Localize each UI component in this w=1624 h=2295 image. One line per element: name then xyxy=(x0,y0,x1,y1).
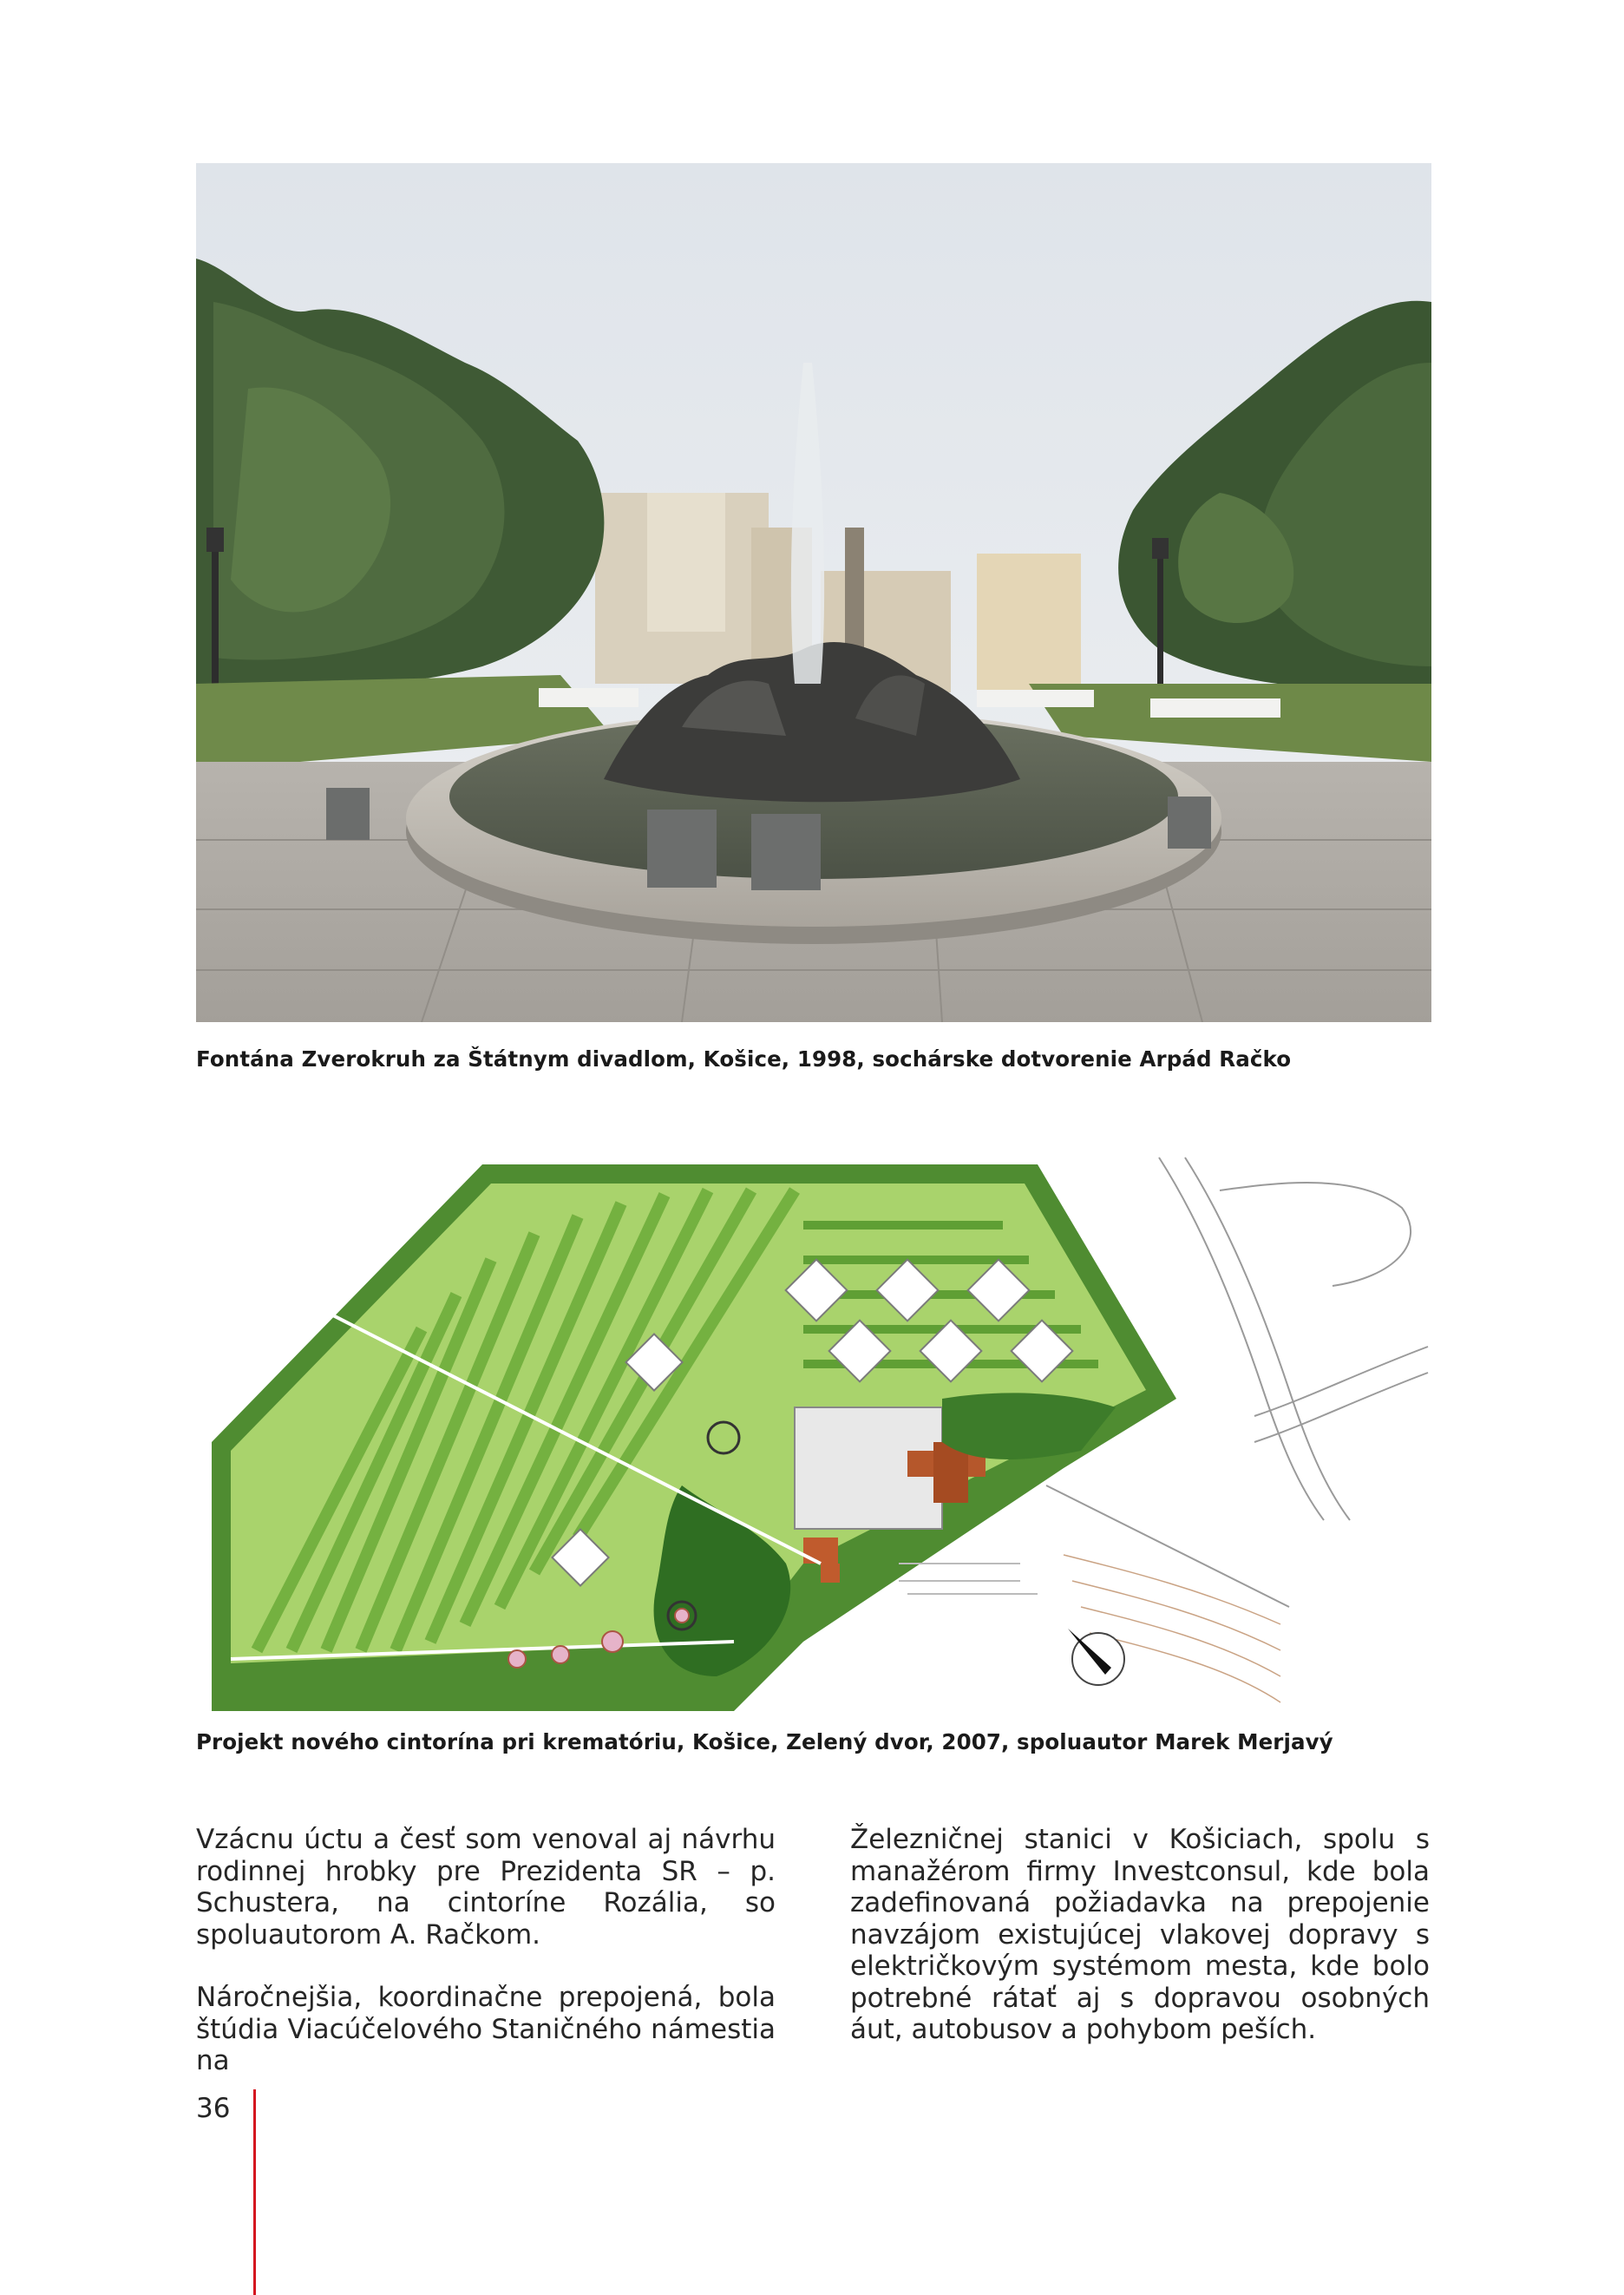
paragraph: Železničnej stanici v Košiciach, spolu s manažérom firmy Investconsul, kde bola zadefinovaná požiadavka na prepojenie navzájom existujúcej vlakovej dopravy s električkovým systémom mesta, kde bolo potrebné rátať aj s dopravou osobných áut, autobusov a pohybom peších. xyxy=(850,1824,1430,2045)
text-column-right xyxy=(850,1824,1430,2046)
footer-accent-rule xyxy=(253,2089,256,2295)
text-column-left xyxy=(196,1824,776,2077)
paragraph: Vzácnu úctu a česť som venoval aj návrhu rodinnej hrobky pre Prezidenta SR – p. Schustera, na cintoríne Rozália, so spoluautorom A. Račkom. xyxy=(196,1824,776,1951)
cemetery-site-plan xyxy=(196,1156,1437,1711)
fountain-photo-caption: Fontána Zverokruh za Štátnym divadlom, Košice, 1998, sochárske dotvorenie Arpád Račko xyxy=(196,1046,1292,1072)
site-plan-caption: Projekt nového cintorína pri krematóriu, Košice, Zelený dvor, 2007, spoluautor Marek Merjavý xyxy=(196,1729,1333,1754)
page-number: 36 xyxy=(196,2093,231,2124)
fountain-photo xyxy=(196,163,1431,1022)
paragraph: Náročnejšia, koordinačne prepojená, bola štúdia Viacúčelového Staničného námestia na xyxy=(196,1982,776,2076)
